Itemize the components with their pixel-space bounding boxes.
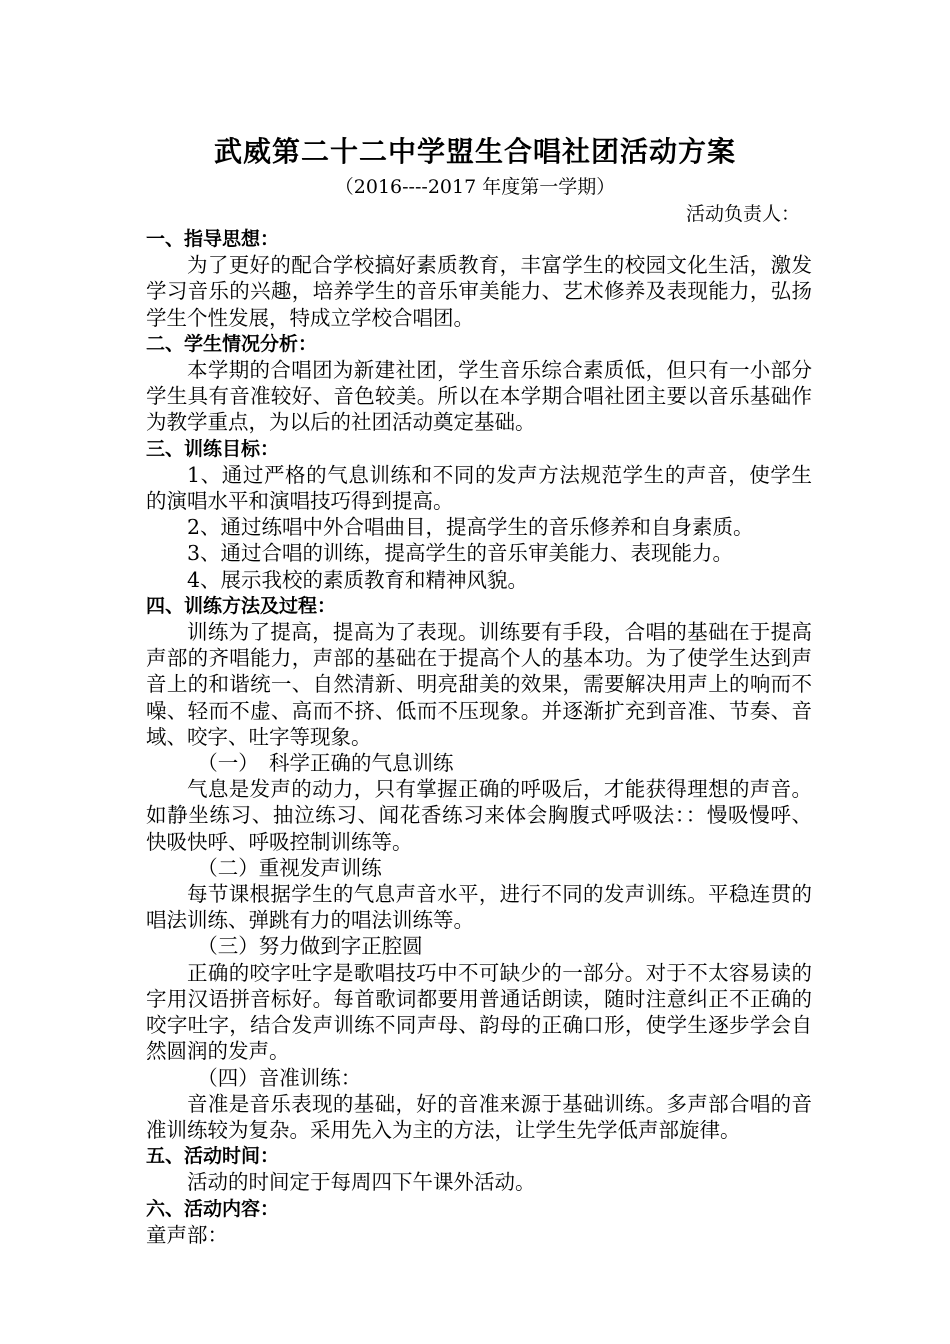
section-heading: 三、训练目标： (146, 437, 280, 460)
body-paragraph: 1、通过严格的气息训练和不同的发声方法规范学生的声音，使学生的演唱水平和演唱技巧得到提高。 (146, 462, 812, 514)
body-paragraph: 气息是发声的动力，只有掌握正确的呼吸后，才能获得理想的声音。如静坐练习、抽泣练习、闻花香练习来体会胸腹式呼吸法：：慢吸慢呼、快吸快呼、呼吸控制训练等。 (146, 777, 812, 854)
section-heading: 一、指导思想： (146, 228, 280, 250)
section-heading: 五、活动时间： (146, 1145, 280, 1168)
subsection-heading: （二）重视发声训练 (197, 855, 382, 880)
body-paragraph: 音准是音乐表现的基础，好的音准来源于基础训练。多声部合唱的音准训练较为复杂。采用先入为主的方法，让学生先学低声部旋律。 (146, 1091, 812, 1142)
body-paragraph: 训练为了提高，提高为了表现。训练要有手段，合唱的基础在于提高声部的齐唱能力，声部的基础在于提高个人的基本功。为了使学生达到声音上的和谐统一、自然清新、明亮甜美的效果，需要解决用声上的响而不噪、轻而不虚、高而不挤、低而不压现象。并逐渐扩充到音准、节奏、音域、咬字、吐字等现象。 (146, 620, 812, 749)
body-paragraph: 2、通过练唱中外合唱曲目，提高学生的音乐修养和自身素质。 (187, 515, 754, 540)
document-subtitle: （2016----2017 年度第一学期） (334, 176, 616, 198)
responsible-person-label: 活动负责人： (685, 203, 800, 225)
section-heading: 四、训练方法及过程： (146, 594, 337, 617)
body-paragraph: 每节课根据学生的气息声音水平，进行不同的发声训练。平稳连贯的唱法训练、弹跳有力的唱法训练等。 (146, 882, 812, 933)
body-paragraph: 活动的时间定于每周四下午课外活动。 (187, 1170, 536, 1195)
body-paragraph: 正确的咬字吐字是歌唱技巧中不可缺少的一部分。对于不太容易读的字用汉语拼音标好。每首歌词都要用普通话朗读，随时注意纠正不正确的咬字吐字，结合发声训练不同声母、韵母的正确口形，使学生逐步学会自然圆润的发声。 (146, 960, 812, 1064)
body-paragraph: 本学期的合唱团为新建社团，学生音乐综合素质低，但只有一小部分学生具有音准较好、音色较美。所以在本学期合唱社团主要以音乐基础作为教学重点，为以后的社团活动奠定基础。 (146, 358, 812, 435)
subsection-heading: （四）音准训练： (197, 1065, 362, 1090)
section-heading: 二、学生情况分析： (146, 332, 318, 355)
body-line: 童声部： (146, 1222, 228, 1247)
document-title: 武威第二十二中学盟生合唱社团活动方案 (213, 135, 736, 168)
subsection-heading: （三）努力做到字正腔圆 (197, 934, 423, 959)
body-paragraph: 为了更好的配合学校搞好素质教育，丰富学生的校园文化生活，激发学习音乐的兴趣，培养学生的音乐审美能力、艺术修养及表现能力，弘扬学生个性发展，特成立学校合唱团。 (146, 253, 812, 330)
subsection-heading: （一） 科学正确的气息训练 (197, 751, 454, 776)
section-heading: 六、活动内容： (146, 1197, 280, 1220)
body-paragraph: 4、展示我校的素质教育和精神风貌。 (187, 567, 529, 592)
document-body (146, 226, 812, 1248)
body-paragraph: 3、通过合唱的训练，提高学生的音乐审美能力、表现能力。 (187, 541, 734, 566)
